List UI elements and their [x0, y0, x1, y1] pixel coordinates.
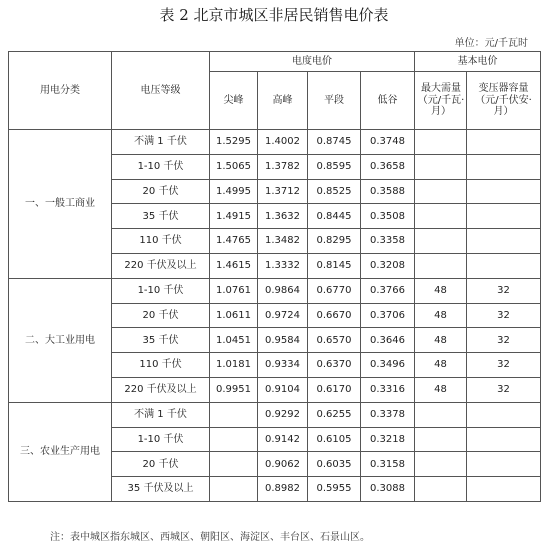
peak-cell: 0.9104 [258, 377, 308, 402]
header-peak-sharp: 尖峰 [210, 72, 258, 130]
voltage-cell: 不满 1 千伏 [112, 402, 210, 427]
peak-cell: 0.9062 [258, 452, 308, 477]
capacity-cell [467, 154, 541, 179]
capacity-cell [467, 229, 541, 254]
capacity-cell [467, 130, 541, 155]
capacity-cell [467, 427, 541, 452]
voltage-cell: 35 千伏及以上 [112, 477, 210, 502]
header-energy-price: 电度电价 [210, 52, 415, 72]
capacity-cell [467, 477, 541, 502]
peak-cell: 0.9724 [258, 303, 308, 328]
peak-cell: 0.9584 [258, 328, 308, 353]
demand-cell [415, 427, 467, 452]
voltage-cell: 35 千伏 [112, 328, 210, 353]
peak-cell: 1.3632 [258, 204, 308, 229]
sharp-cell: 1.0611 [210, 303, 258, 328]
sharp-cell: 1.5065 [210, 154, 258, 179]
demand-cell [415, 229, 467, 254]
valley-cell: 0.3658 [361, 154, 415, 179]
capacity-cell [467, 452, 541, 477]
flat-cell: 0.8595 [308, 154, 361, 179]
valley-cell: 0.3316 [361, 377, 415, 402]
voltage-cell: 20 千伏 [112, 179, 210, 204]
flat-cell: 0.8295 [308, 229, 361, 254]
capacity-cell: 32 [467, 353, 541, 378]
voltage-cell: 20 千伏 [112, 303, 210, 328]
peak-cell: 0.8982 [258, 477, 308, 502]
sharp-cell: 1.0761 [210, 278, 258, 303]
flat-cell: 0.6255 [308, 402, 361, 427]
demand-cell: 48 [415, 303, 467, 328]
sharp-cell: 1.4615 [210, 253, 258, 278]
demand-cell: 48 [415, 377, 467, 402]
valley-cell: 0.3496 [361, 353, 415, 378]
sharp-cell: 1.0451 [210, 328, 258, 353]
demand-cell [415, 179, 467, 204]
flat-cell: 0.6770 [308, 278, 361, 303]
demand-cell [415, 452, 467, 477]
voltage-cell: 1-10 千伏 [112, 278, 210, 303]
header-valley: 低谷 [361, 72, 415, 130]
demand-cell: 48 [415, 353, 467, 378]
category-cell: 一、一般工商业 [9, 130, 112, 279]
valley-cell: 0.3766 [361, 278, 415, 303]
voltage-cell: 35 千伏 [112, 204, 210, 229]
voltage-cell: 1-10 千伏 [112, 154, 210, 179]
demand-cell: 48 [415, 328, 467, 353]
sharp-cell: 0.9951 [210, 377, 258, 402]
header-voltage: 电压等级 [112, 52, 210, 130]
peak-cell: 1.3482 [258, 229, 308, 254]
footnote: 注：表中城区指东城区、西城区、朝阳区、海淀区、丰台区、石景山区。 [50, 532, 370, 543]
sharp-cell [210, 402, 258, 427]
header-basic-price: 基本电价 [415, 52, 541, 72]
peak-cell: 1.3712 [258, 179, 308, 204]
flat-cell: 0.5955 [308, 477, 361, 502]
valley-cell: 0.3208 [361, 253, 415, 278]
valley-cell: 0.3646 [361, 328, 415, 353]
voltage-cell: 20 千伏 [112, 452, 210, 477]
category-cell: 二、大工业用电 [9, 278, 112, 402]
flat-cell: 0.6370 [308, 353, 361, 378]
unit-label: 单位：元/千瓦时 [454, 38, 528, 49]
table-row [9, 130, 541, 155]
peak-cell: 1.4002 [258, 130, 308, 155]
demand-cell [415, 477, 467, 502]
peak-cell: 0.9142 [258, 427, 308, 452]
sharp-cell: 1.0181 [210, 353, 258, 378]
valley-cell: 0.3508 [361, 204, 415, 229]
capacity-cell: 32 [467, 278, 541, 303]
capacity-cell [467, 402, 541, 427]
flat-cell: 0.8525 [308, 179, 361, 204]
voltage-cell: 110 千伏 [112, 229, 210, 254]
header-transformer-capacity: 变压器容量（元/千伏安·月） [467, 72, 541, 130]
valley-cell: 0.3088 [361, 477, 415, 502]
peak-cell: 0.9292 [258, 402, 308, 427]
valley-cell: 0.3748 [361, 130, 415, 155]
demand-cell [415, 130, 467, 155]
flat-cell: 0.8745 [308, 130, 361, 155]
header-flat: 平段 [308, 72, 361, 130]
sharp-cell: 1.4765 [210, 229, 258, 254]
voltage-cell: 1-10 千伏 [112, 427, 210, 452]
price-table [8, 51, 541, 502]
demand-cell [415, 204, 467, 229]
sharp-cell: 1.4995 [210, 179, 258, 204]
peak-cell: 1.3782 [258, 154, 308, 179]
demand-cell [415, 402, 467, 427]
valley-cell: 0.3588 [361, 179, 415, 204]
capacity-cell [467, 204, 541, 229]
sharp-cell [210, 477, 258, 502]
voltage-cell: 110 千伏 [112, 353, 210, 378]
demand-cell [415, 253, 467, 278]
peak-cell: 0.9334 [258, 353, 308, 378]
table-title: 表 2 北京市城区非居民销售电价表 [159, 6, 389, 24]
flat-cell: 0.6105 [308, 427, 361, 452]
capacity-cell: 32 [467, 377, 541, 402]
sharp-cell: 1.4915 [210, 204, 258, 229]
voltage-cell: 不满 1 千伏 [112, 130, 210, 155]
capacity-cell: 32 [467, 328, 541, 353]
table-row [9, 278, 541, 303]
category-cell: 三、农业生产用电 [9, 402, 112, 501]
peak-cell: 1.3332 [258, 253, 308, 278]
flat-cell: 0.6170 [308, 377, 361, 402]
voltage-cell: 220 千伏及以上 [112, 253, 210, 278]
flat-cell: 0.6670 [308, 303, 361, 328]
header-category: 用电分类 [9, 52, 112, 130]
valley-cell: 0.3706 [361, 303, 415, 328]
valley-cell: 0.3378 [361, 402, 415, 427]
table-row [9, 402, 541, 427]
sharp-cell: 1.5295 [210, 130, 258, 155]
sharp-cell [210, 452, 258, 477]
voltage-cell: 220 千伏及以上 [112, 377, 210, 402]
flat-cell: 0.8445 [308, 204, 361, 229]
peak-cell: 0.9864 [258, 278, 308, 303]
capacity-cell: 32 [467, 303, 541, 328]
flat-cell: 0.8145 [308, 253, 361, 278]
flat-cell: 0.6570 [308, 328, 361, 353]
capacity-cell [467, 253, 541, 278]
demand-cell: 48 [415, 278, 467, 303]
valley-cell: 0.3218 [361, 427, 415, 452]
capacity-cell [467, 179, 541, 204]
sharp-cell [210, 427, 258, 452]
header-peak: 高峰 [258, 72, 308, 130]
valley-cell: 0.3158 [361, 452, 415, 477]
demand-cell [415, 154, 467, 179]
flat-cell: 0.6035 [308, 452, 361, 477]
header-max-demand: 最大需量（元/千瓦·月） [415, 72, 467, 130]
valley-cell: 0.3358 [361, 229, 415, 254]
